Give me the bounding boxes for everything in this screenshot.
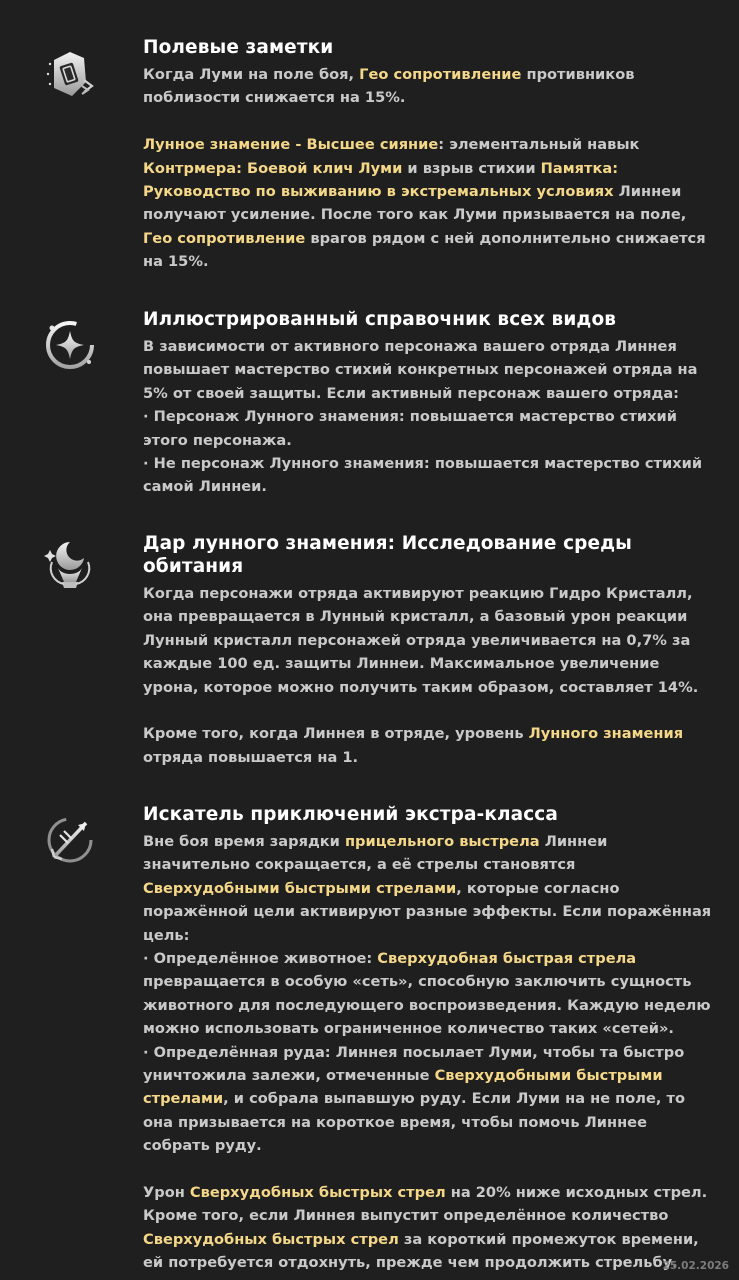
text-run: , которые согласно поражённой цели активируют разные эффекты. Если поражённая цель: xyxy=(143,879,712,944)
text-run: · Не персонаж Лунного знамения: повышается мастерство стихий самой Линнеи. xyxy=(143,455,703,496)
text-run: В зависимости от активного персонажа вашего отряда Линнея повышает мастерство стихий конкретных персонажей отряда на 5% от своей защиты. Если активный персонаж вашего отряда: xyxy=(143,338,698,402)
section-title: Иллюстрированный справочник всех видов xyxy=(143,309,617,330)
highlight-term: Лунного знамения xyxy=(528,725,684,743)
highlight-term: Сверхудобными быстрыми стрелами xyxy=(143,1067,663,1108)
paragraph-gap xyxy=(143,699,713,722)
section-body xyxy=(143,63,713,274)
section-title: Полевые заметки xyxy=(143,37,334,58)
text-run: · Определённая руда: Линнея посылает Луми, чтобы та быстро уничтожила залежи, отмеченные xyxy=(143,1043,685,1085)
text-run: на 20% ниже исходных стрел. Кроме того, если Линнея выпустит определённое количество xyxy=(143,1184,708,1225)
text-run: Кроме того, когда Линнея в отряде, уровень xyxy=(143,725,529,743)
section-content xyxy=(143,36,713,274)
section-content xyxy=(143,532,713,769)
highlight-term: Сверхудобных быстрых стрел xyxy=(189,1184,446,1202)
text-run: , и собрала выпавшую руду. Если Луми на не поле, то она призывается на короткое время, чтобы помочь Линнее собрать руду. xyxy=(143,1090,685,1155)
text-run: Урон xyxy=(143,1184,190,1202)
highlight-term: Гео сопротивление xyxy=(359,66,522,83)
text-run: Линнеи значительно сокращается, а её стрелы становятся xyxy=(143,833,608,874)
section-body xyxy=(143,830,713,1275)
footer-date: 25.02.2026 xyxy=(662,1260,729,1272)
text-run: : элементальный навык xyxy=(438,136,640,154)
highlight-term: Сверхудобных быстрых стрел xyxy=(143,1230,399,1248)
section-body xyxy=(143,335,713,499)
highlight-term: Гео сопротивление xyxy=(143,229,306,247)
text-run: Когда персонажи отряда активируют реакцию Гидро Кристалл, она превращается в Лунный кристалл, а базовый урон реакции Лунный кристалл персонажей отряда увеличивается на 0,7% за каждые 100 ед. защиты Линнеи. Максимальное увеличение урона, которое можно получить таким образом, составляет 14%. xyxy=(143,585,699,696)
paragraph xyxy=(143,335,713,499)
highlight-term: Сверхудобными быстрыми стрелами xyxy=(143,879,457,897)
highlight-term: Памятка: Руководство по выживанию в экстремальных условиях xyxy=(143,159,619,201)
text-run: противников поблизости снижается на 15%. xyxy=(143,66,635,107)
text-run: Вне боя время зарядки xyxy=(143,833,345,850)
highlight-term: Лунное знамение - Высшее сияние xyxy=(143,136,439,154)
text-run: Линнеи получают усиление. После того как Луми призывается на поле, xyxy=(143,183,687,224)
section-title: Искатель приключений экстра-класса xyxy=(143,804,558,825)
paragraph xyxy=(143,722,713,769)
text-run: · Персонаж Лунного знамения: повышается мастерство стихий этого персонажа. xyxy=(143,408,678,449)
arrow-shot-icon xyxy=(40,809,100,869)
star-compass-icon xyxy=(40,314,100,374)
paragraph xyxy=(143,63,713,110)
moon-gift-icon xyxy=(40,536,100,596)
field-notes-icon xyxy=(40,44,100,104)
paragraph xyxy=(143,582,713,699)
text-run: превращается в особую «сеть», способную заключить сущность животного для последующего воспроизведения. Каждую неделю можно использовать ограниченное количество таких «сетей». xyxy=(143,973,711,1038)
highlight-term: Контрмера: Боевой клич Луми xyxy=(143,159,403,177)
paragraph-gap xyxy=(143,110,713,133)
highlight-term: прицельного выстрела xyxy=(344,833,540,850)
text-run: за короткий промежуток времени, ей потребуется отдохнуть, прежде чем продолжить стрельбу. xyxy=(143,1230,699,1272)
paragraph xyxy=(143,133,713,273)
text-run: врагов рядом с ней дополнительно снижается на 15%. xyxy=(143,229,706,271)
paragraph-gap xyxy=(143,1158,713,1181)
section-title: Дар лунного знамения: Исследование среды обитания xyxy=(143,533,633,577)
section-content xyxy=(143,803,713,1275)
section-content xyxy=(143,308,713,499)
text-run: · Определённое животное: xyxy=(143,950,378,968)
section-body xyxy=(143,582,713,769)
highlight-term: Сверхудобная быстрая стрела xyxy=(377,950,637,968)
paragraph xyxy=(143,830,713,1158)
text-run: Когда Луми на поле боя, xyxy=(143,66,360,83)
paragraph xyxy=(143,1181,713,1275)
text-run: отряда повышается на 1. xyxy=(143,748,359,766)
text-run: и взрыв стихии xyxy=(402,159,541,177)
